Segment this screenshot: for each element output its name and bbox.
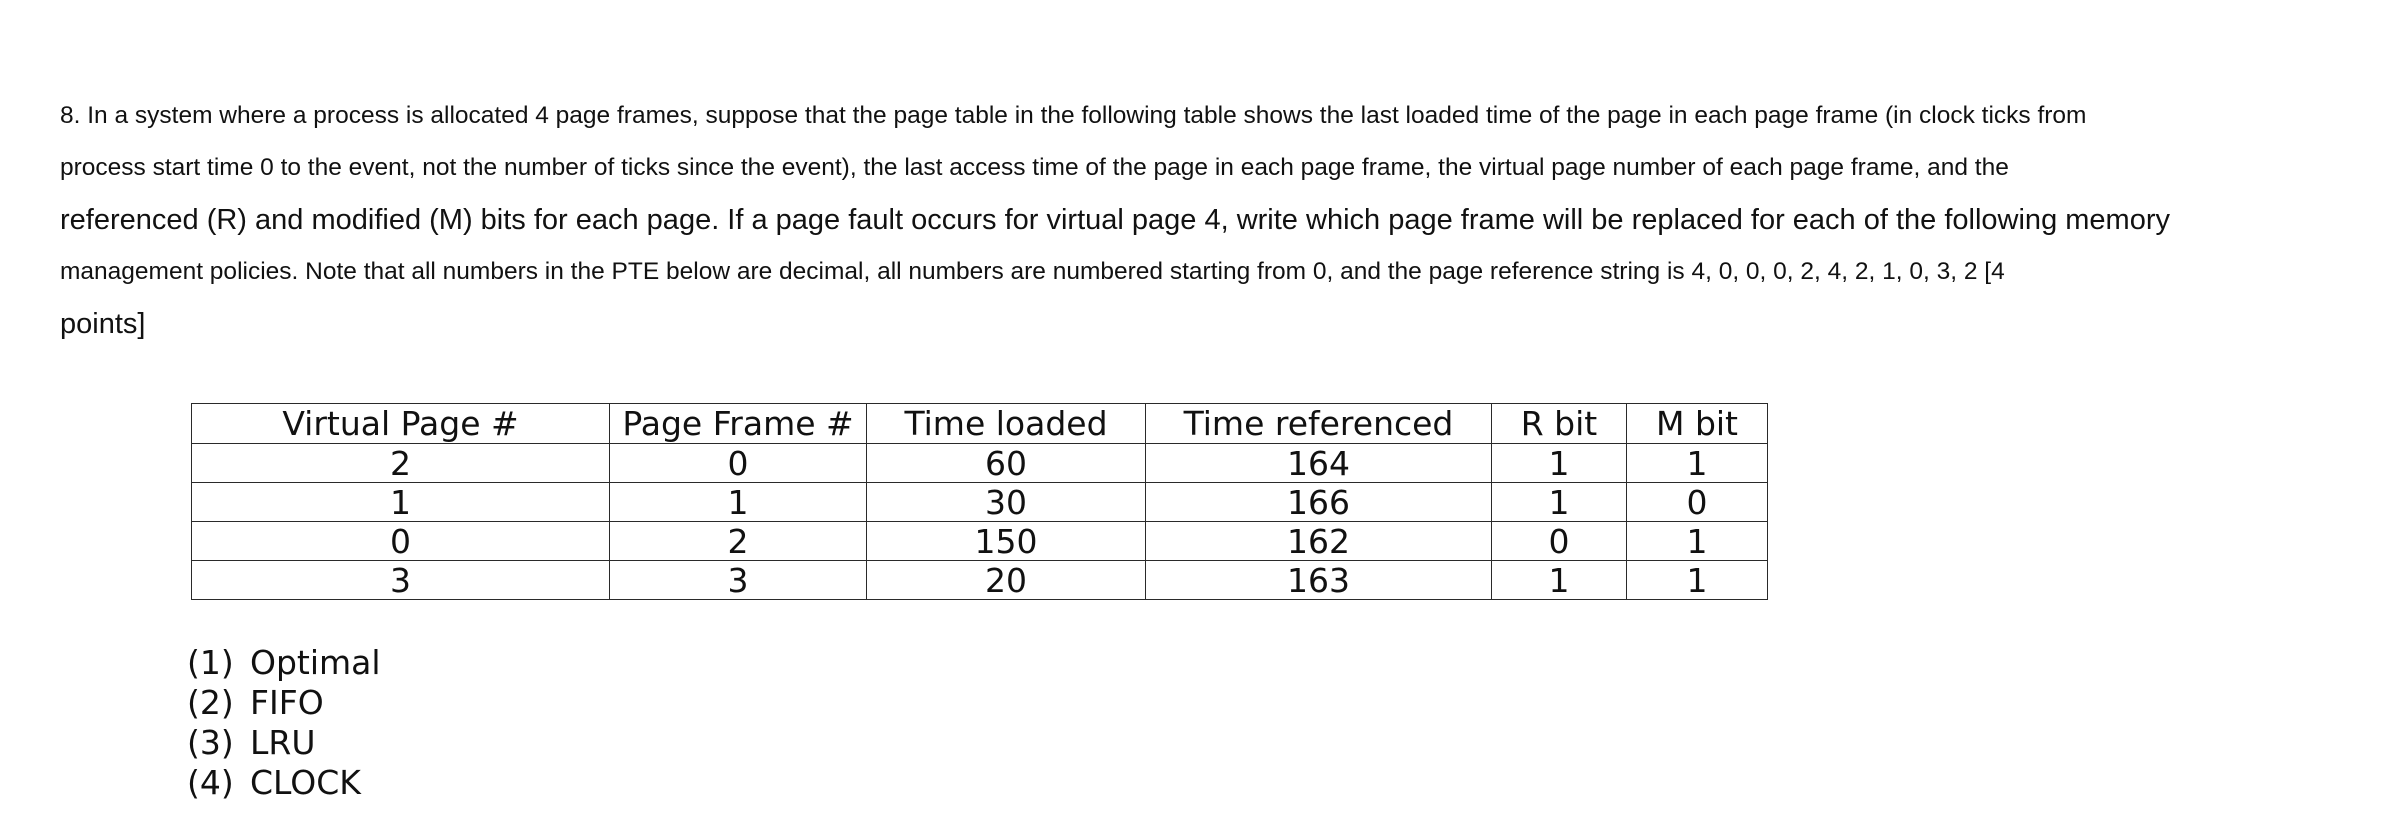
header-time-referenced: Time referenced (1146, 404, 1492, 444)
cell-r-bit: 1 (1492, 483, 1627, 522)
question-line: 8. In a system where a process is allocated 4 page frames, suppose that the page table in the following table shows the last loaded time of the page in each page frame (in clock ticks from (60, 102, 2087, 129)
policy-number: (4) (187, 763, 234, 802)
cell-page-frame: 0 (610, 444, 867, 483)
cell-time-referenced: 166 (1146, 483, 1492, 522)
policy-number: (1) (187, 643, 234, 682)
question-line: management policies. Note that all numbers in the PTE below are decimal, all numbers are numbered starting from 0, and the page reference string is 4, 0, 0, 0, 2, 4, 2, 1, 0, 3, 2 [4 (60, 258, 2005, 285)
table-header-row (192, 404, 1768, 444)
table-row (192, 561, 1768, 600)
cell-time-loaded: 20 (867, 561, 1146, 600)
cell-virtual-page: 0 (192, 522, 610, 561)
cell-virtual-page: 2 (192, 444, 610, 483)
cell-time-loaded: 150 (867, 522, 1146, 561)
header-page-frame: Page Frame # (610, 404, 867, 444)
cell-r-bit: 1 (1492, 561, 1627, 600)
header-m-bit: M bit (1627, 404, 1768, 444)
cell-time-loaded: 30 (867, 483, 1146, 522)
list-item (187, 723, 381, 763)
policy-list (187, 643, 381, 803)
header-virtual-page: Virtual Page # (192, 404, 610, 444)
cell-time-referenced: 164 (1146, 444, 1492, 483)
question-line: process start time 0 to the event, not the number of ticks since the event), the last access time of the page in each page frame, the virtual page number of each page frame, and the (60, 154, 2009, 181)
policy-label: Optimal (250, 643, 381, 682)
policy-number: (3) (187, 723, 234, 762)
list-item (187, 763, 381, 803)
cell-page-frame: 2 (610, 522, 867, 561)
list-item (187, 643, 381, 683)
cell-virtual-page: 1 (192, 483, 610, 522)
cell-m-bit: 1 (1627, 522, 1768, 561)
header-r-bit: R bit (1492, 404, 1627, 444)
cell-m-bit: 1 (1627, 444, 1768, 483)
header-time-loaded: Time loaded (867, 404, 1146, 444)
cell-m-bit: 0 (1627, 483, 1768, 522)
cell-r-bit: 0 (1492, 522, 1627, 561)
cell-virtual-page: 3 (192, 561, 610, 600)
cell-r-bit: 1 (1492, 444, 1627, 483)
policy-number: (2) (187, 683, 234, 722)
policy-label: LRU (250, 723, 316, 762)
policy-label: FIFO (250, 683, 324, 722)
table-row (192, 483, 1768, 522)
cell-page-frame: 3 (610, 561, 867, 600)
list-item (187, 683, 381, 723)
page-table (191, 403, 1768, 600)
policy-label: CLOCK (250, 763, 361, 802)
question-line: points] (60, 308, 146, 340)
table-row (192, 444, 1768, 483)
cell-time-referenced: 163 (1146, 561, 1492, 600)
cell-time-loaded: 60 (867, 444, 1146, 483)
table-row (192, 522, 1768, 561)
question-text (60, 90, 2260, 350)
question-line: referenced (R) and modified (M) bits for each page. If a page fault occurs for virtual page 4, write which page frame will be replaced for each of the following memory (60, 204, 2170, 236)
cell-time-referenced: 162 (1146, 522, 1492, 561)
cell-page-frame: 1 (610, 483, 867, 522)
cell-m-bit: 1 (1627, 561, 1768, 600)
